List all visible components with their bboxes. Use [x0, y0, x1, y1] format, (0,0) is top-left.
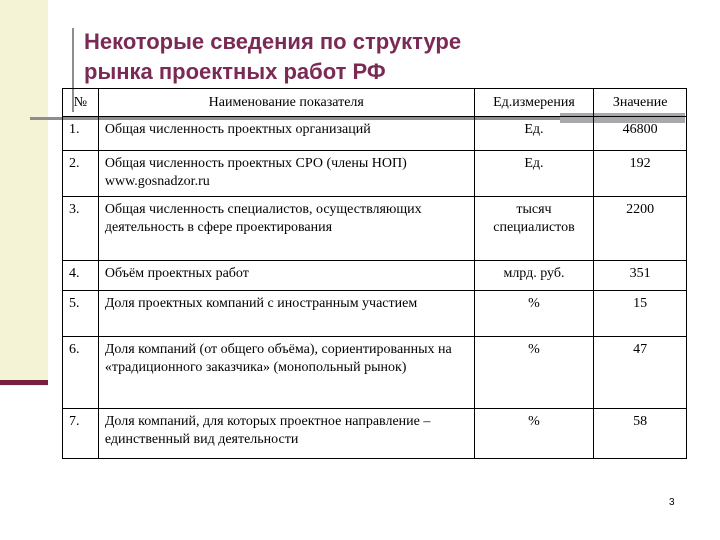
market-structure-table — [62, 88, 687, 459]
row-unit: % — [474, 409, 594, 459]
header-number: № — [63, 89, 99, 117]
row-unit: млрд. руб. — [474, 261, 594, 291]
row-unit: Ед. — [474, 151, 594, 197]
sidebar-decoration — [0, 0, 48, 386]
table-row — [63, 291, 687, 337]
row-indicator-name: Доля компаний, для которых проектное направление – единственный вид деятельности — [98, 409, 474, 459]
table-header-row — [63, 89, 687, 117]
sidebar-accent-line — [0, 380, 48, 385]
table-row — [63, 409, 687, 459]
row-indicator-name: Доля компаний (от общего объёма), сориентированных на «традиционного заказчика» (монопольный рынок) — [98, 337, 474, 409]
row-indicator-name: Общая численность проектных организаций — [98, 117, 474, 151]
row-unit: Ед. — [474, 117, 594, 151]
row-number: 6. — [63, 337, 99, 409]
row-value: 192 — [594, 151, 687, 197]
row-unit: % — [474, 337, 594, 409]
row-indicator-name: Общая численность проектных СРО (члены НОП) www.gosnadzor.ru — [98, 151, 474, 197]
row-value: 47 — [594, 337, 687, 409]
row-number: 7. — [63, 409, 99, 459]
row-number: 4. — [63, 261, 99, 291]
row-value: 351 — [594, 261, 687, 291]
header-unit: Ед.измерения — [474, 89, 594, 117]
table-row — [63, 261, 687, 291]
slide-title-line-1: Некоторые сведения по структуре — [84, 29, 462, 54]
row-value: 2200 — [594, 197, 687, 261]
slide-title-line-2: рынка проектных работ РФ — [84, 59, 386, 84]
table-row — [63, 117, 687, 151]
row-number: 5. — [63, 291, 99, 337]
header-indicator-name: Наименование показателя — [98, 89, 474, 117]
header-value: Значение — [594, 89, 687, 117]
table-row — [63, 197, 687, 261]
row-value: 58 — [594, 409, 687, 459]
row-number: 1. — [63, 117, 99, 151]
slide-number: 3 — [669, 497, 675, 508]
row-unit: тысяч специалистов — [474, 197, 594, 261]
slide-title — [84, 27, 461, 87]
row-unit: % — [474, 291, 594, 337]
row-indicator-name: Доля проектных компаний с иностранным участием — [98, 291, 474, 337]
row-value: 46800 — [594, 117, 687, 151]
row-number: 3. — [63, 197, 99, 261]
table-row — [63, 151, 687, 197]
row-value: 15 — [594, 291, 687, 337]
row-indicator-name: Общая численность специалистов, осуществляющих деятельность в сфере проектирования — [98, 197, 474, 261]
row-number: 2. — [63, 151, 99, 197]
row-indicator-name: Объём проектных работ — [98, 261, 474, 291]
table-row — [63, 337, 687, 409]
